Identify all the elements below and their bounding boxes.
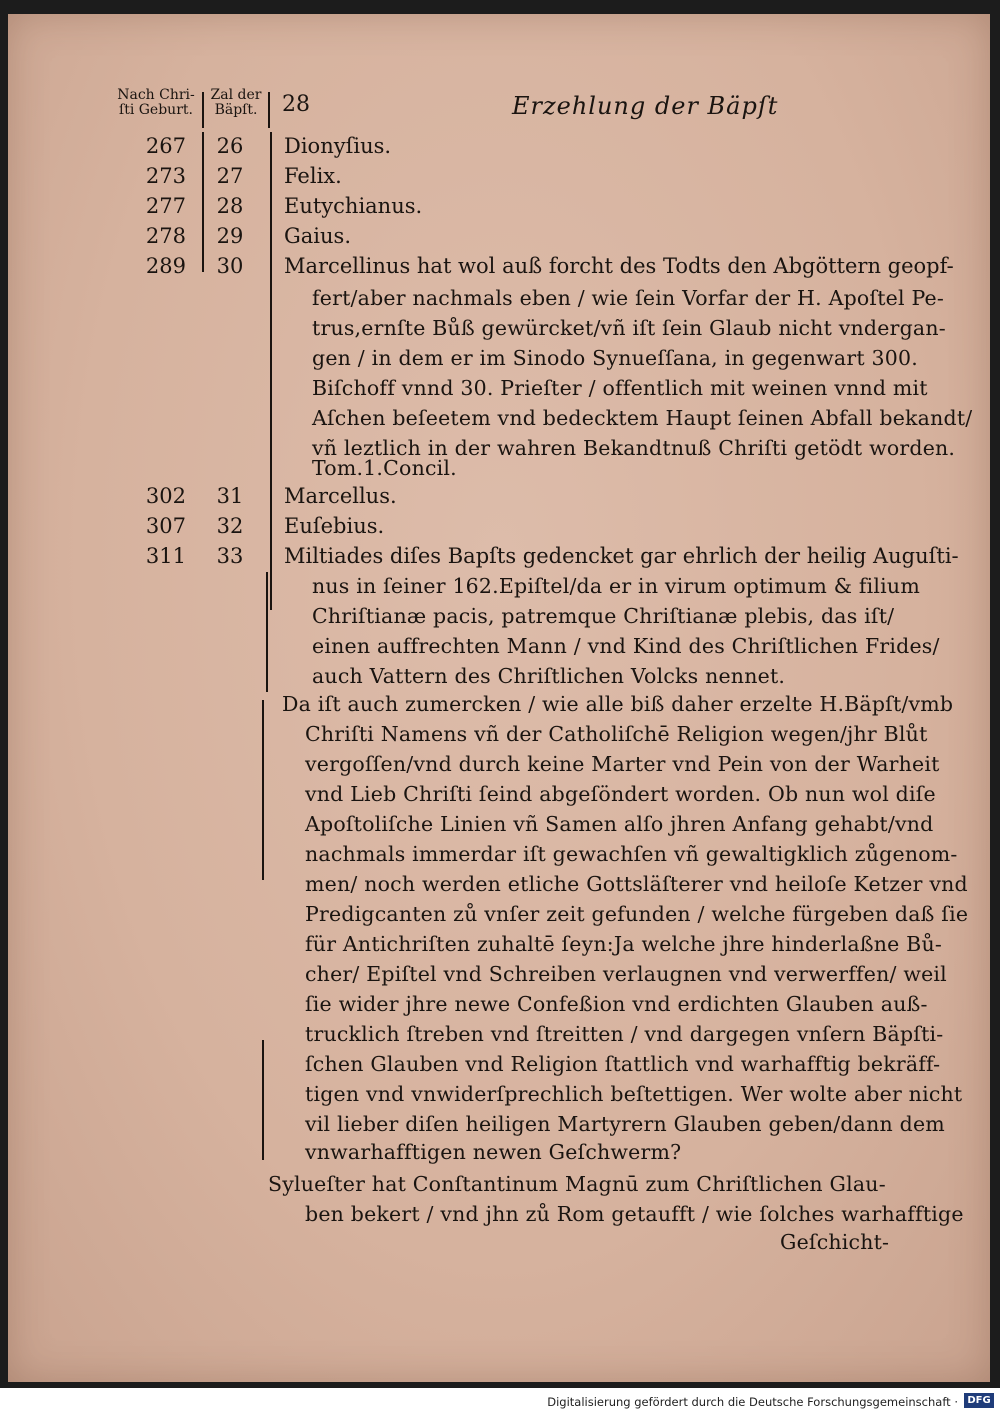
entry-year: 277 (145, 194, 186, 218)
column-rule-left (202, 132, 204, 272)
text-line: fert/aber nachmals eben / wie ſein Vorfar der H. Apoſtel Pe- (312, 286, 944, 310)
page-number: 28 (282, 92, 310, 117)
entry-text: Felix. (284, 164, 342, 188)
paragraph-line: vnd Lieb Chriſti ſeind abgeſöndert worden. Ob nun wol diſe (305, 782, 936, 806)
text-line: einen auffrechten Mann / vnd Kind des Chriſtlichen Frides/ (312, 634, 940, 658)
entry-year: 302 (145, 484, 186, 508)
entry-text: Gaius. (284, 224, 351, 248)
text-line: Chriſtianæ pacis, patremque Chriſtianæ plebis, das iſt/ (312, 604, 895, 628)
paragraph-line: Apoſtoliſche Linien vñ Samen alſo jhren Anfang gehabt/vnd (305, 812, 934, 836)
paragraph-line: vnwarhafftigen newen Geſchwerm? (305, 1140, 682, 1164)
text-line: vñ leztlich in der wahren Bekandtnuß Chriſti getödt worden. (312, 436, 956, 460)
entry-text: Eutychianus. (284, 194, 423, 218)
paragraph-line: Da iſt auch zumercken / wie alle biß daher erzelte H.Bäpſt/vmb (282, 692, 954, 716)
text-line: Aſchen beſeetem vnd bedecktem Haupt ſeinen Abfall bekandt/ (312, 406, 973, 430)
entry-text: Euſebius. (284, 514, 385, 538)
paragraph-line: cher/ Epiſtel vnd Schreiben verlaugnen vnd verwerffen/ weil (305, 962, 947, 986)
entry-number: 30 (216, 254, 244, 278)
text-line: gen / in dem er im Sinodo Synueſſana, in gegenwart 300. (312, 346, 918, 370)
entry-year: 267 (145, 134, 186, 158)
column-rule-right (268, 92, 270, 128)
column-rule-inner (262, 1040, 264, 1160)
column-rule-inner (262, 700, 264, 880)
entry-number: 26 (216, 134, 244, 158)
column-rule-inner (266, 572, 268, 692)
entry-number: 29 (216, 224, 244, 248)
entry-text: Dionyſius. (284, 134, 392, 158)
entry-number: 31 (216, 484, 244, 508)
entry-year: 311 (145, 544, 186, 568)
paragraph-line: vergoſſen/vnd durch keine Marter vnd Pein von der Warheit (305, 752, 940, 776)
paragraph-line: für Antichriſten zuhaltē ſeyn:Ja welche jhre hinderlaßne Bů- (305, 932, 942, 956)
entry-number: 32 (216, 514, 244, 538)
entry-text: Marcellus. (284, 484, 397, 508)
text-line: Tom.1.Concil. (312, 456, 457, 480)
entry-number: 27 (216, 164, 244, 188)
column-rule-left (202, 92, 204, 128)
entry-year: 278 (145, 224, 186, 248)
paragraph-line: nachmals immerdar iſt gewachſen vñ gewaltigklich zůgenom- (305, 842, 958, 866)
entry-text: Marcellinus hat wol auß forcht des Todts den Abgöttern geopf- (284, 254, 954, 278)
entry-year: 307 (145, 514, 186, 538)
entry-year: 273 (145, 164, 186, 188)
paragraph-line: trucklich ſtreben vnd ſtreitten / vnd dargegen vnſern Bäpſti- (305, 1022, 944, 1046)
sylvester-line: ben bekert / vnd jhn zů Rom getaufft / wie ſolches warhafftige (305, 1202, 964, 1226)
entry-year: 289 (145, 254, 186, 278)
entry-text: Miltiades diſes Bapſts gedencket gar ehrlich der heilig Auguſti- (284, 544, 959, 568)
column-rule-right (270, 132, 272, 492)
column-header-year: Nach Chri- ſti Geburt. (117, 87, 195, 118)
text-line: trus,ernſte Bůß gewürcket/vñ iſt ſein Glaub nicht vndergan- (312, 316, 946, 340)
paragraph-line: Predigcanten zů vnſer zeit gefunden / welche fürgeben daß ſie (305, 902, 969, 926)
paragraph-line: ſchen Glauben vnd Religion ſtattlich vnd warhafftig bekräff- (305, 1052, 941, 1076)
funding-notice: Digitalisierung gefördert durch die Deutsche Forschungsgemeinschaft · (547, 1395, 958, 1409)
paragraph-line: tigen vnd vnwiderſprechlich beſtettigen. Wer wolte aber nicht (305, 1082, 963, 1106)
entry-number: 28 (216, 194, 244, 218)
paragraph-line: men/ noch werden etliche Gottsläſterer vnd heiloſe Ketzer vnd (305, 872, 968, 896)
text-line: Biſchoff vnnd 30. Prieſter / offentlich mit weinen vnnd mit (312, 376, 928, 400)
catchword: Geſchicht- (780, 1230, 890, 1254)
column-rule-right (270, 490, 272, 610)
sylvester-line: Sylueſter hat Conſtantinum Magnū zum Chriſtlichen Glau- (268, 1172, 886, 1196)
paragraph-line: vil lieber diſen heiligen Martyrern Glauben geben/dann dem (305, 1112, 945, 1136)
text-line: auch Vattern des Chriſtlichen Volcks nennet. (312, 664, 786, 688)
column-header-number: Zal der Bäpſt. (210, 87, 262, 118)
running-title: Erzehlung der Bäpſt (512, 92, 779, 120)
dfg-logo-icon: DFG (964, 1393, 994, 1408)
text-line: nus in ſeiner 162.Epiſtel/da er in virum optimum & filium (312, 574, 920, 598)
paragraph-line: Chriſti Namens vñ der Catholiſchē Religion wegen/jhr Blůt (305, 722, 928, 746)
paragraph-line: ſie wider jhre newe Confeßion vnd erdichten Glauben auß- (305, 992, 928, 1016)
entry-number: 33 (216, 544, 244, 568)
